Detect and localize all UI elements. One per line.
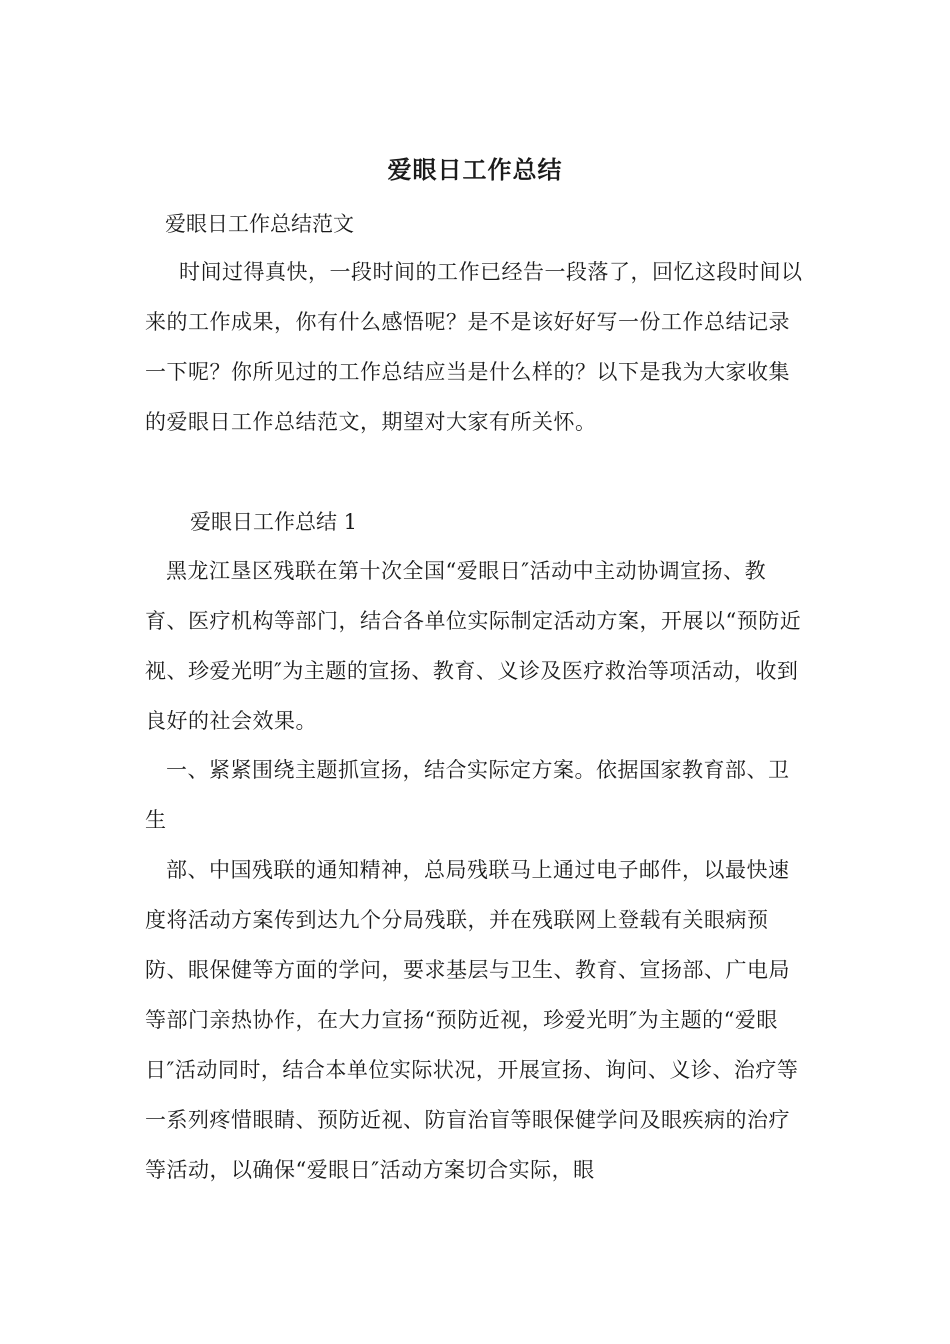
section-heading: 爱眼日工作总结 1 [190,510,358,534]
document-subtitle: 爱眼日工作总结范文 [165,212,354,236]
intro-paragraph: 时间过得真快，一段时间的工作已经告一段落了，回忆这段时间以来的工作成果，你有什么感悟呢？是不是该好好写一份工作总结记录一下呢？你所见过的工作总结应当是什么样的？以下是我为大家收集的爱眼日工作总结范文，期望对大家有所关怀。 [145,260,803,434]
body-paragraph: 黑龙江垦区残联在第十次全国“爱眼日″活动中主动协调宣扬、教育、医疗机构等部门，结合各单位实际制定活动方案，开展以“预防近视、珍爱光明″为主题的宣扬、教育、义诊及医疗救治等项活动，收到良好的社会效果。 [145,559,802,733]
body-paragraph: 一、紧紧围绕主题抓宣扬，结合实际定方案。依据国家教育部、卫生 [145,758,790,832]
document-title: 爱眼日工作总结 [387,155,563,184]
body-paragraph: 部、中国残联的通知精神，总局残联马上通过电子邮件，以最快速度将活动方案传到达九个分局残联，并在残联网上登载有关眼病预防、眼保健等方面的学问，要求基层与卫生、教育、宣扬部、广电局等部门亲热协作，在大力宣扬“预防近视，珍爱光明″为主题的“爱眼日″活动同时，结合本单位实际状况，开展宣扬、询问、义诊、治疗等一系列疼惜眼睛、预防近视、防盲治盲等眼保健学问及眼疾病的治疗等活动，以确保“爱眼日″活动方案切合实际，眼 [145,858,799,1182]
